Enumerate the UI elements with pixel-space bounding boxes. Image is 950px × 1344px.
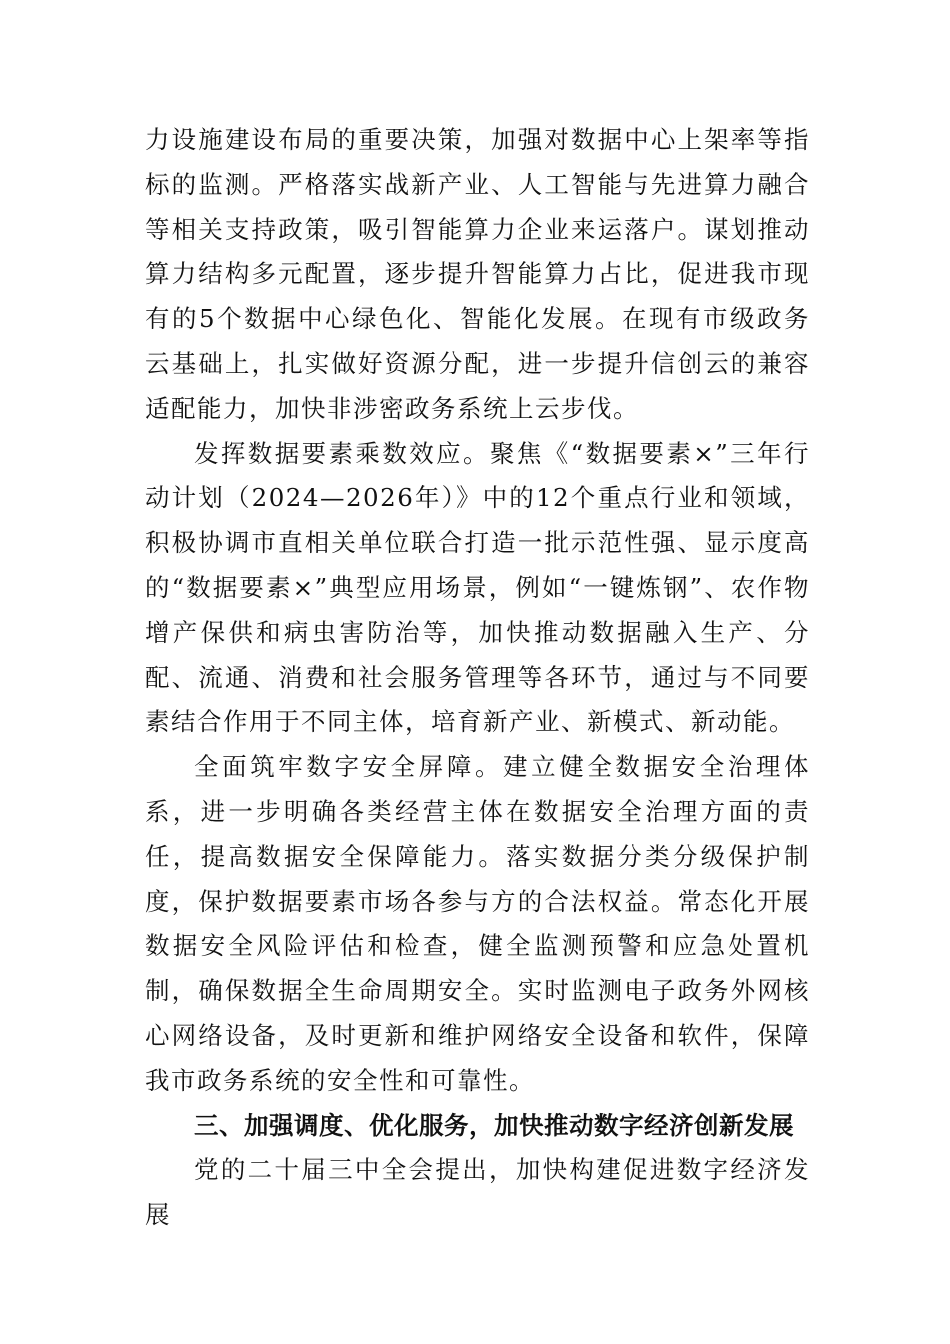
paragraph-final: 党的二十届三中全会提出，加快构建促进数字经济发展 [145, 1155, 810, 1230]
document-body [145, 118, 810, 1238]
paragraph-continuation: 力设施建设布局的重要决策，加强对数据中心上架率等指标的监测。严格落实战新产业、人工智能与先进算力融合等相关支持政策，吸引智能算力企业来运落户。谋划推动算力结构多元配置，逐步提升智能算力占比，促进我市现有的5个数据中心绿色化、智能化发展。在现有市级政务云基础上，扎实做好资源分配，进一步提升信创云的兼容适配能力，加快非涉密政务系统上云步伐。 [145, 125, 810, 423]
section-heading: 三、加强调度、优化服务，加快推动数字经济创新发展 [194, 1110, 794, 1140]
paragraph-data-elements: 发挥数据要素乘数效应。聚焦《“数据要素×”三年行动计划（2024—2026年）》中的12个重点行业和领域，积极协调市直相关单位联合打造一批示范性强、显示度高的“数据要素×”典型应用场景，例如“一键炼钢”、农作物增产保供和病虫害防治等，加快推动数据融入生产、分配、流通、消费和社会服务管理等各环节，通过与不同要素结合作用于不同主体，培育新产业、新模式、新动能。 [145, 438, 810, 737]
paragraph-data-security: 全面筑牢数字安全屏障。建立健全数据安全治理体系，进一步明确各类经营主体在数据安全治理方面的责任，提高数据安全保障能力。落实数据分类分级保护制度，保护数据要素市场各参与方的合法权益。常态化开展数据安全风险评估和检查，健全监测预警和应急处置机制，确保数据全生命周期安全。实时监测电子政务外网核心网络设备，及时更新和维护网络安全设备和软件，保障我市政务系统的安全性和可靠性。 [145, 752, 810, 1095]
